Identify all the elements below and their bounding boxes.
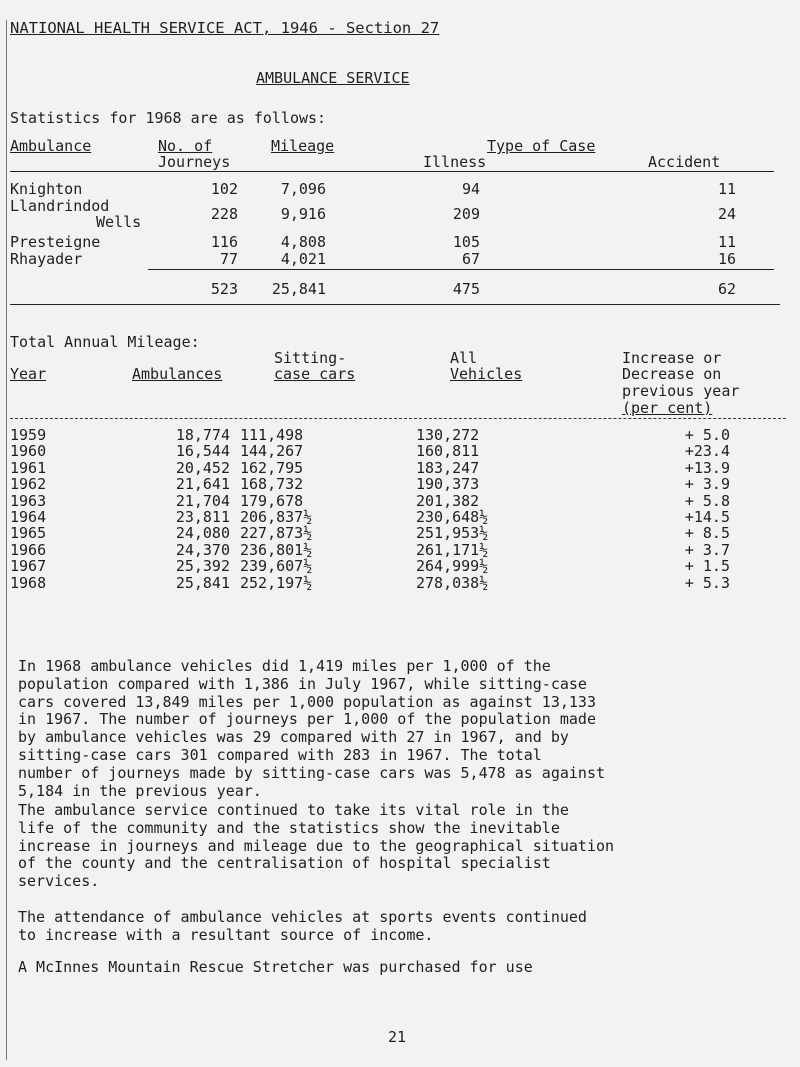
mileage-sitting-case: 179,678 xyxy=(240,491,304,510)
station-journeys: 116 xyxy=(210,233,238,251)
mileage-sitting-case: 239,607½ xyxy=(240,557,313,576)
mileage-change: + 3.9 xyxy=(684,475,730,494)
col-header-ambulances: Ambulances xyxy=(132,365,223,383)
station-accident: 24 xyxy=(717,205,736,223)
totals-rule-bottom xyxy=(10,304,780,305)
left-margin-line xyxy=(6,20,7,1060)
col-header-mileage: Mileage xyxy=(271,137,335,155)
mileage-year: 1965 xyxy=(10,524,47,543)
station-mileage: 9,916 xyxy=(280,205,326,223)
station-mileage: 7,096 xyxy=(280,180,326,198)
mileage-sitting-case: 162,795 xyxy=(240,458,304,477)
mileage-all-vehicles: 183,247 xyxy=(416,458,480,477)
paragraph-stretcher: A McInnes Mountain Rescue Stretcher was purchased for use xyxy=(18,958,533,976)
paragraph-service-role: The ambulance service continued to take its vital role in the life of the community and the statistics show the inevitable increase in journeys and mileage due to the geographical situation of the county and the centralisation of hospital specialist services. xyxy=(18,801,615,891)
mileage-change: + 8.5 xyxy=(684,524,730,543)
mileage-all-vehicles: 278,038½ xyxy=(416,573,489,592)
mileage-change: + 3.7 xyxy=(684,540,730,559)
col-header-ambulance: Ambulance xyxy=(10,137,92,155)
station-name: Llandrindod xyxy=(10,197,110,215)
mileage-sitting-case: 168,732 xyxy=(240,475,304,494)
station-journeys: 77 xyxy=(219,250,238,268)
col-header-sitting-2: case cars xyxy=(274,365,356,383)
mileage-year: 1966 xyxy=(10,540,47,559)
station-accident: 11 xyxy=(717,180,736,198)
mileage-year: 1962 xyxy=(10,475,47,494)
mileage-ambulances: 23,811 xyxy=(175,508,230,526)
mileage-all-vehicles: 230,648½ xyxy=(416,508,489,526)
section-subtitle: AMBULANCE SERVICE xyxy=(256,69,410,87)
page-number: 21 xyxy=(388,1028,407,1046)
mileage-ambulances: 16,544 xyxy=(175,442,230,461)
mileage-change: + 5.8 xyxy=(684,491,730,510)
mileage-ambulances: 24,080 xyxy=(175,524,230,543)
mileage-change: + 1.5 xyxy=(684,557,730,576)
station-name-cont: Wells xyxy=(96,213,142,231)
mileage-all-vehicles: 190,373 xyxy=(416,475,480,494)
col-header-year: Year xyxy=(10,365,47,383)
total-journeys: 523 xyxy=(210,280,238,298)
station-accident: 16 xyxy=(717,250,736,268)
mileage-ambulances: 21,641 xyxy=(175,475,230,494)
mileage-year: 1963 xyxy=(10,491,47,510)
col-header-change-2: Decrease on xyxy=(622,365,722,383)
station-journeys: 228 xyxy=(210,205,238,223)
mileage-all-vehicles: 160,811 xyxy=(416,442,480,461)
mileage-sitting-case: 227,873½ xyxy=(240,524,313,543)
mileage-ambulances: 21,704 xyxy=(175,491,230,510)
paragraph-mileage-comparison: In 1968 ambulance vehicles did 1,419 miles per 1,000 of the population compared with 1,386 in July 1967, while sitting-case cars covered 13,849 miles per 1,000 population as against 13,133 in 1967. The number of journeys per 1,000 of the population made by ambulance vehicles was 29 compared with 27 in 1967, and by sitting-case cars 301 compared with 283 in 1967. The total number of journeys made by sitting-case cars was 5,478 as against 5,184 in the previous year. xyxy=(18,657,605,800)
col-header-accident: Accident xyxy=(648,153,721,171)
mileage-header-rule xyxy=(10,418,786,419)
col-header-illness: Illness xyxy=(423,153,487,171)
station-journeys: 102 xyxy=(210,180,238,198)
station-accident: 11 xyxy=(717,233,736,251)
col-header-sitting-1: Sitting- xyxy=(274,349,347,367)
mileage-change: +23.4 xyxy=(684,442,730,461)
col-header-change-3: previous year xyxy=(622,382,740,400)
mileage-sitting-case: 206,837½ xyxy=(240,508,313,526)
mileage-change: + 5.3 xyxy=(684,573,730,592)
station-name: Rhayader xyxy=(10,250,83,268)
mileage-change: +14.5 xyxy=(684,508,730,526)
mileage-all-vehicles: 261,171½ xyxy=(416,540,489,559)
stats-intro: Statistics for 1968 are as follows: xyxy=(10,109,327,127)
col-header-type-of-case: Type of Case xyxy=(487,137,596,155)
totals-rule-top xyxy=(148,269,774,270)
col-header-journeys-2: Journeys xyxy=(158,153,231,171)
total-illness: 475 xyxy=(452,280,480,298)
total-accident: 62 xyxy=(717,280,736,298)
col-header-change-1: Increase or xyxy=(622,349,722,367)
station-mileage: 4,021 xyxy=(280,250,326,268)
mileage-ambulances: 25,841 xyxy=(175,573,230,592)
mileage-sitting-case: 144,267 xyxy=(240,442,304,461)
mileage-sitting-case: 111,498 xyxy=(240,426,304,444)
mileage-year: 1961 xyxy=(10,458,47,477)
mileage-all-vehicles: 251,953½ xyxy=(416,524,489,543)
page-title: NATIONAL HEALTH SERVICE ACT, 1946 - Section 27 xyxy=(10,19,440,37)
mileage-year: 1968 xyxy=(10,573,47,592)
mileage-change: +13.9 xyxy=(684,458,730,477)
mileage-ambulances: 24,370 xyxy=(175,540,230,559)
station-name: Knighton xyxy=(10,180,83,198)
mileage-year: 1967 xyxy=(10,557,47,576)
header-rule xyxy=(10,171,774,172)
col-header-change-4: (per cent) xyxy=(622,399,713,417)
mileage-year: 1964 xyxy=(10,508,47,526)
mileage-year: 1959 xyxy=(10,426,47,444)
mileage-ambulances: 25,392 xyxy=(175,557,230,576)
total-mileage: 25,841 xyxy=(271,280,326,298)
col-header-all-1: All xyxy=(450,349,478,367)
paragraph-sports-events: The attendance of ambulance vehicles at sports events continued to increase with a resultant source of income. xyxy=(18,908,587,944)
mileage-table-title: Total Annual Mileage: xyxy=(10,333,200,351)
col-header-all-2: Vehicles xyxy=(450,365,523,383)
station-illness: 94 xyxy=(461,180,480,198)
station-illness: 67 xyxy=(461,250,480,268)
station-illness: 209 xyxy=(452,205,480,223)
mileage-sitting-case: 252,197½ xyxy=(240,573,313,592)
station-illness: 105 xyxy=(452,233,480,251)
station-mileage: 4,808 xyxy=(280,233,326,251)
mileage-sitting-case: 236,801½ xyxy=(240,540,313,559)
col-header-journeys-1: No. of xyxy=(158,137,213,155)
mileage-all-vehicles: 264,999½ xyxy=(416,557,489,576)
mileage-change: + 5.0 xyxy=(684,426,730,444)
mileage-ambulances: 18,774 xyxy=(175,426,230,444)
mileage-year: 1960 xyxy=(10,442,47,461)
mileage-all-vehicles: 130,272 xyxy=(416,426,480,444)
station-name: Presteigne xyxy=(10,233,101,251)
mileage-all-vehicles: 201,382 xyxy=(416,491,480,510)
mileage-ambulances: 20,452 xyxy=(175,458,230,477)
